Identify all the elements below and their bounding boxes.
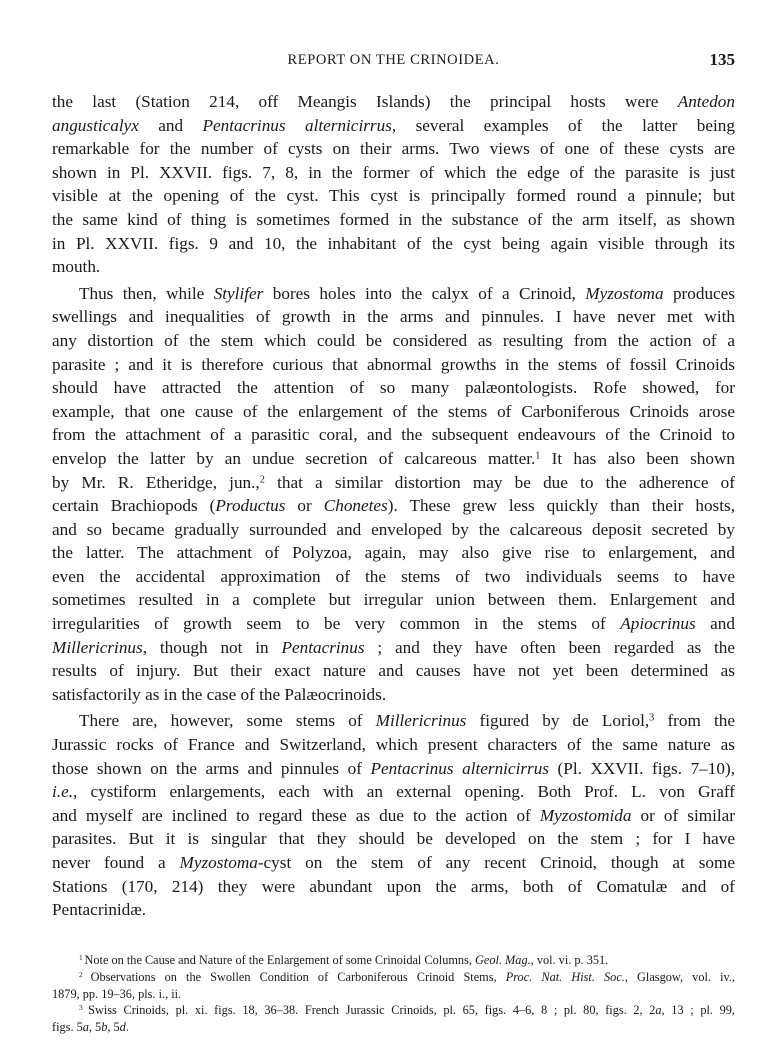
text-run: Pentacrinidæ. xyxy=(52,900,147,920)
text-line xyxy=(52,827,735,851)
text-line xyxy=(52,329,735,353)
italic-term: Apiocrinus xyxy=(620,614,696,634)
text-run: , 13 ; pl. 99, xyxy=(661,1003,736,1018)
italic-term: angusticalyx xyxy=(52,115,139,135)
text-line xyxy=(52,282,735,306)
italic-term: Millericrinus xyxy=(375,711,467,731)
text-run: , several examples of the latter being xyxy=(391,115,735,135)
text-run: parasite ; and it is therefore curious that abnormal growths in the stems of fossil Crinoids xyxy=(52,354,735,374)
text-run: -cyst on the stem of any recent Crinoid, though at some xyxy=(257,853,735,872)
italic-term: Stylifer xyxy=(213,283,264,303)
italic-term: Millericrinus xyxy=(52,637,143,657)
text-run: , though not in xyxy=(142,637,282,657)
text-run: the last (Station 214, off Meangis Islands) the principal hosts were xyxy=(52,92,678,111)
italic-term: Pentacrinus alternicirrus xyxy=(370,758,549,778)
text-line xyxy=(52,208,735,232)
text-line xyxy=(52,353,735,377)
text-run: never found a xyxy=(52,853,180,872)
text-run: or xyxy=(285,496,324,516)
text-run: , vol. vi. p. 351. xyxy=(530,953,609,967)
footnote xyxy=(52,969,735,1003)
text-line xyxy=(52,400,735,424)
italic-term: Geol. Mag. xyxy=(475,953,531,967)
text-line xyxy=(52,851,735,875)
text-line xyxy=(52,376,735,400)
text-line xyxy=(52,709,735,733)
footnote-reference: 1 xyxy=(535,450,541,462)
text-run: ; and they have often been regarded as the xyxy=(364,637,735,657)
text-run: visible at the opening of the cyst. This cyst is principally formed round a pinnule; but xyxy=(52,186,735,206)
text-run: ). These grew less quickly than their hosts, xyxy=(387,496,735,516)
text-run: even the accidental approximation of the stems of two individuals seems to have xyxy=(52,566,735,586)
text-line xyxy=(52,683,735,707)
text-run: example, that one cause of the enlargement of the stems of Carboniferous Crinoids arose xyxy=(52,401,735,421)
footnote-marker: 1 xyxy=(79,952,85,962)
text-line xyxy=(52,757,735,781)
text-line xyxy=(52,232,735,256)
text-run: swellings and inequalities of growth in the arms and pinnules. I have never met with xyxy=(52,307,735,327)
text-run: remarkable for the number of cysts on their arms. Two views of one of these cysts are xyxy=(52,139,735,159)
text-run: Note on the Cause and Nature of the Enlargement of some Crinoidal Columns, xyxy=(84,953,475,967)
text-run: Thus then, while xyxy=(79,283,214,303)
text-line xyxy=(52,780,735,804)
paragraph xyxy=(52,282,735,707)
italic-term: i.e. xyxy=(52,782,73,802)
text-line xyxy=(52,161,735,185)
italic-term: Myzostoma xyxy=(179,853,258,872)
text-line xyxy=(52,494,735,518)
italic-term: b xyxy=(101,1020,108,1035)
text-run: Jurassic rocks of France and Switzerland, which present characters of the same nature as xyxy=(52,735,735,755)
text-line xyxy=(52,447,735,471)
text-run: should have attracted the attention of so many palæontologists. Rofe showed, for xyxy=(52,378,735,398)
text-line xyxy=(52,612,735,636)
text-run: or of similar xyxy=(631,805,735,825)
text-run: from the attachment of a parasitic coral, and the subsequent endeavours of the Crinoid to xyxy=(52,425,735,445)
text-line xyxy=(52,423,735,447)
text-run: envelop the latter by an undue secretion of calcareous matter. xyxy=(52,448,536,468)
text-run: Swiss Crinoids, pl. xi. figs. 18, 36–38. French Jurassic Crinoids, pl. 65, figs. 4–6, 8 ; pl. 80, figs. 2, 2 xyxy=(88,1003,656,1018)
text-run: and xyxy=(695,614,735,634)
text-line xyxy=(52,588,735,612)
footnote xyxy=(52,1002,735,1036)
text-line xyxy=(52,114,735,138)
text-run: , cystiform enlargements, each with an external opening. Both Prof. L. von Graff xyxy=(73,782,735,802)
footnote-line xyxy=(52,1002,735,1019)
paragraph xyxy=(52,709,735,921)
text-run: irregularities of growth seem to be very common in the stems of xyxy=(52,614,621,634)
footnote xyxy=(52,952,735,969)
text-run: mouth. xyxy=(52,257,101,277)
text-run: satisfactorily as in the case of the Palæocrinoids. xyxy=(52,684,387,704)
text-run: It has also been shown xyxy=(540,448,735,468)
text-run: bores holes into the calyx of a Crinoid, xyxy=(263,283,586,303)
italic-term: Productus xyxy=(215,496,286,516)
italic-term: Myzostoma xyxy=(585,283,664,303)
text-line xyxy=(52,565,735,589)
text-run: in Pl. XXVII. figs. 9 and 10, the inhabitant of the cyst being again visible through its xyxy=(52,233,735,253)
text-run: 1879, pp. 19–36, pls. i., ii. xyxy=(52,986,182,1001)
footnote-marker: 3 xyxy=(79,1003,89,1013)
running-head xyxy=(52,50,735,72)
text-line xyxy=(52,875,735,899)
text-line xyxy=(52,305,735,329)
text-line xyxy=(52,518,735,542)
text-run: shown in Pl. XXVII. figs. 7, 8, in the former of which the edge of the parasite is just xyxy=(52,162,735,182)
footnote-marker: 2 xyxy=(79,969,91,979)
paragraph xyxy=(52,90,735,279)
text-line xyxy=(52,733,735,757)
running-title: REPORT ON THE CRINOIDEA. xyxy=(287,52,500,68)
text-run: that a similar distortion may be due to the adherence of xyxy=(264,472,735,492)
footnote-line xyxy=(52,952,735,969)
text-line xyxy=(52,184,735,208)
text-run: those shown on the arms and pinnules of xyxy=(52,758,371,778)
text-run: . xyxy=(125,1020,129,1035)
footnote-reference: 2 xyxy=(259,473,265,485)
text-run: (Pl. XXVII. figs. 7–10), xyxy=(549,758,735,778)
text-run: Stations (170, 214) they were abundant upon the arms, both of Comatulæ and of xyxy=(52,876,735,896)
text-run: and myself are inclined to regard these as due to the action of xyxy=(52,805,540,825)
italic-term: d xyxy=(119,1020,126,1035)
text-run: sometimes resulted in a complete but irregular union between them. Enlargement and xyxy=(52,590,735,610)
text-line xyxy=(52,541,735,565)
italic-term: Antedon xyxy=(677,92,735,111)
text-line xyxy=(52,636,735,660)
italic-term: a xyxy=(655,1003,662,1018)
text-run: produces xyxy=(663,283,736,303)
text-run: from the xyxy=(654,711,735,731)
text-run: the latter. The attachment of Polyzoa, again, may also give rise to enlargement, and xyxy=(52,543,735,563)
text-line xyxy=(52,804,735,828)
text-run: by Mr. R. Etheridge, jun., xyxy=(52,472,260,492)
text-line xyxy=(52,255,735,279)
text-line xyxy=(52,659,735,683)
text-run: , 5 xyxy=(88,1020,102,1035)
body-text xyxy=(52,90,735,922)
text-run: any distortion of the stem which could be considered as resulting from the action of a xyxy=(52,330,735,350)
footnote-line xyxy=(52,969,735,986)
text-run: parasites. But it is singular that they should be developed on the stem ; for I have xyxy=(52,829,735,849)
text-run: and so became gradually surrounded and enveloped by the calcareous deposit secreted by xyxy=(52,519,735,539)
text-run: figured by de Loriol, xyxy=(466,711,650,731)
text-run: There are, however, some stems of xyxy=(79,711,376,731)
text-line xyxy=(52,471,735,495)
italic-term: Proc. Nat. Hist. Soc. xyxy=(505,969,625,984)
text-line xyxy=(52,898,735,922)
text-run: results of injury. But their exact nature and causes have not yet been determined as xyxy=(52,661,735,681)
text-run: , Glasgow, vol. iv., xyxy=(624,969,735,984)
italic-term: a xyxy=(82,1020,89,1035)
italic-term: Pentacrinus alternicirrus xyxy=(202,115,392,135)
italic-term: Pentacrinus xyxy=(281,637,365,657)
text-run: and xyxy=(138,115,203,135)
footnotes xyxy=(52,952,735,1036)
footnote-reference: 3 xyxy=(649,712,655,724)
italic-term: Myzostomida xyxy=(539,805,632,825)
page-number: 135 xyxy=(709,50,735,69)
text-run: Observations on the Swollen Condition of Carboniferous Crinoid Stems, xyxy=(90,969,506,984)
text-run: , 5 xyxy=(107,1020,120,1035)
footnote-line xyxy=(52,986,735,1003)
text-run: figs. 5 xyxy=(52,1020,83,1035)
text-line xyxy=(52,90,735,114)
italic-term: Chonetes xyxy=(323,496,388,516)
footnote-line xyxy=(52,1019,735,1036)
text-run: certain Brachiopods ( xyxy=(52,496,216,516)
text-run: the same kind of thing is sometimes formed in the substance of the arm itself, as shown xyxy=(52,209,735,229)
text-line xyxy=(52,137,735,161)
